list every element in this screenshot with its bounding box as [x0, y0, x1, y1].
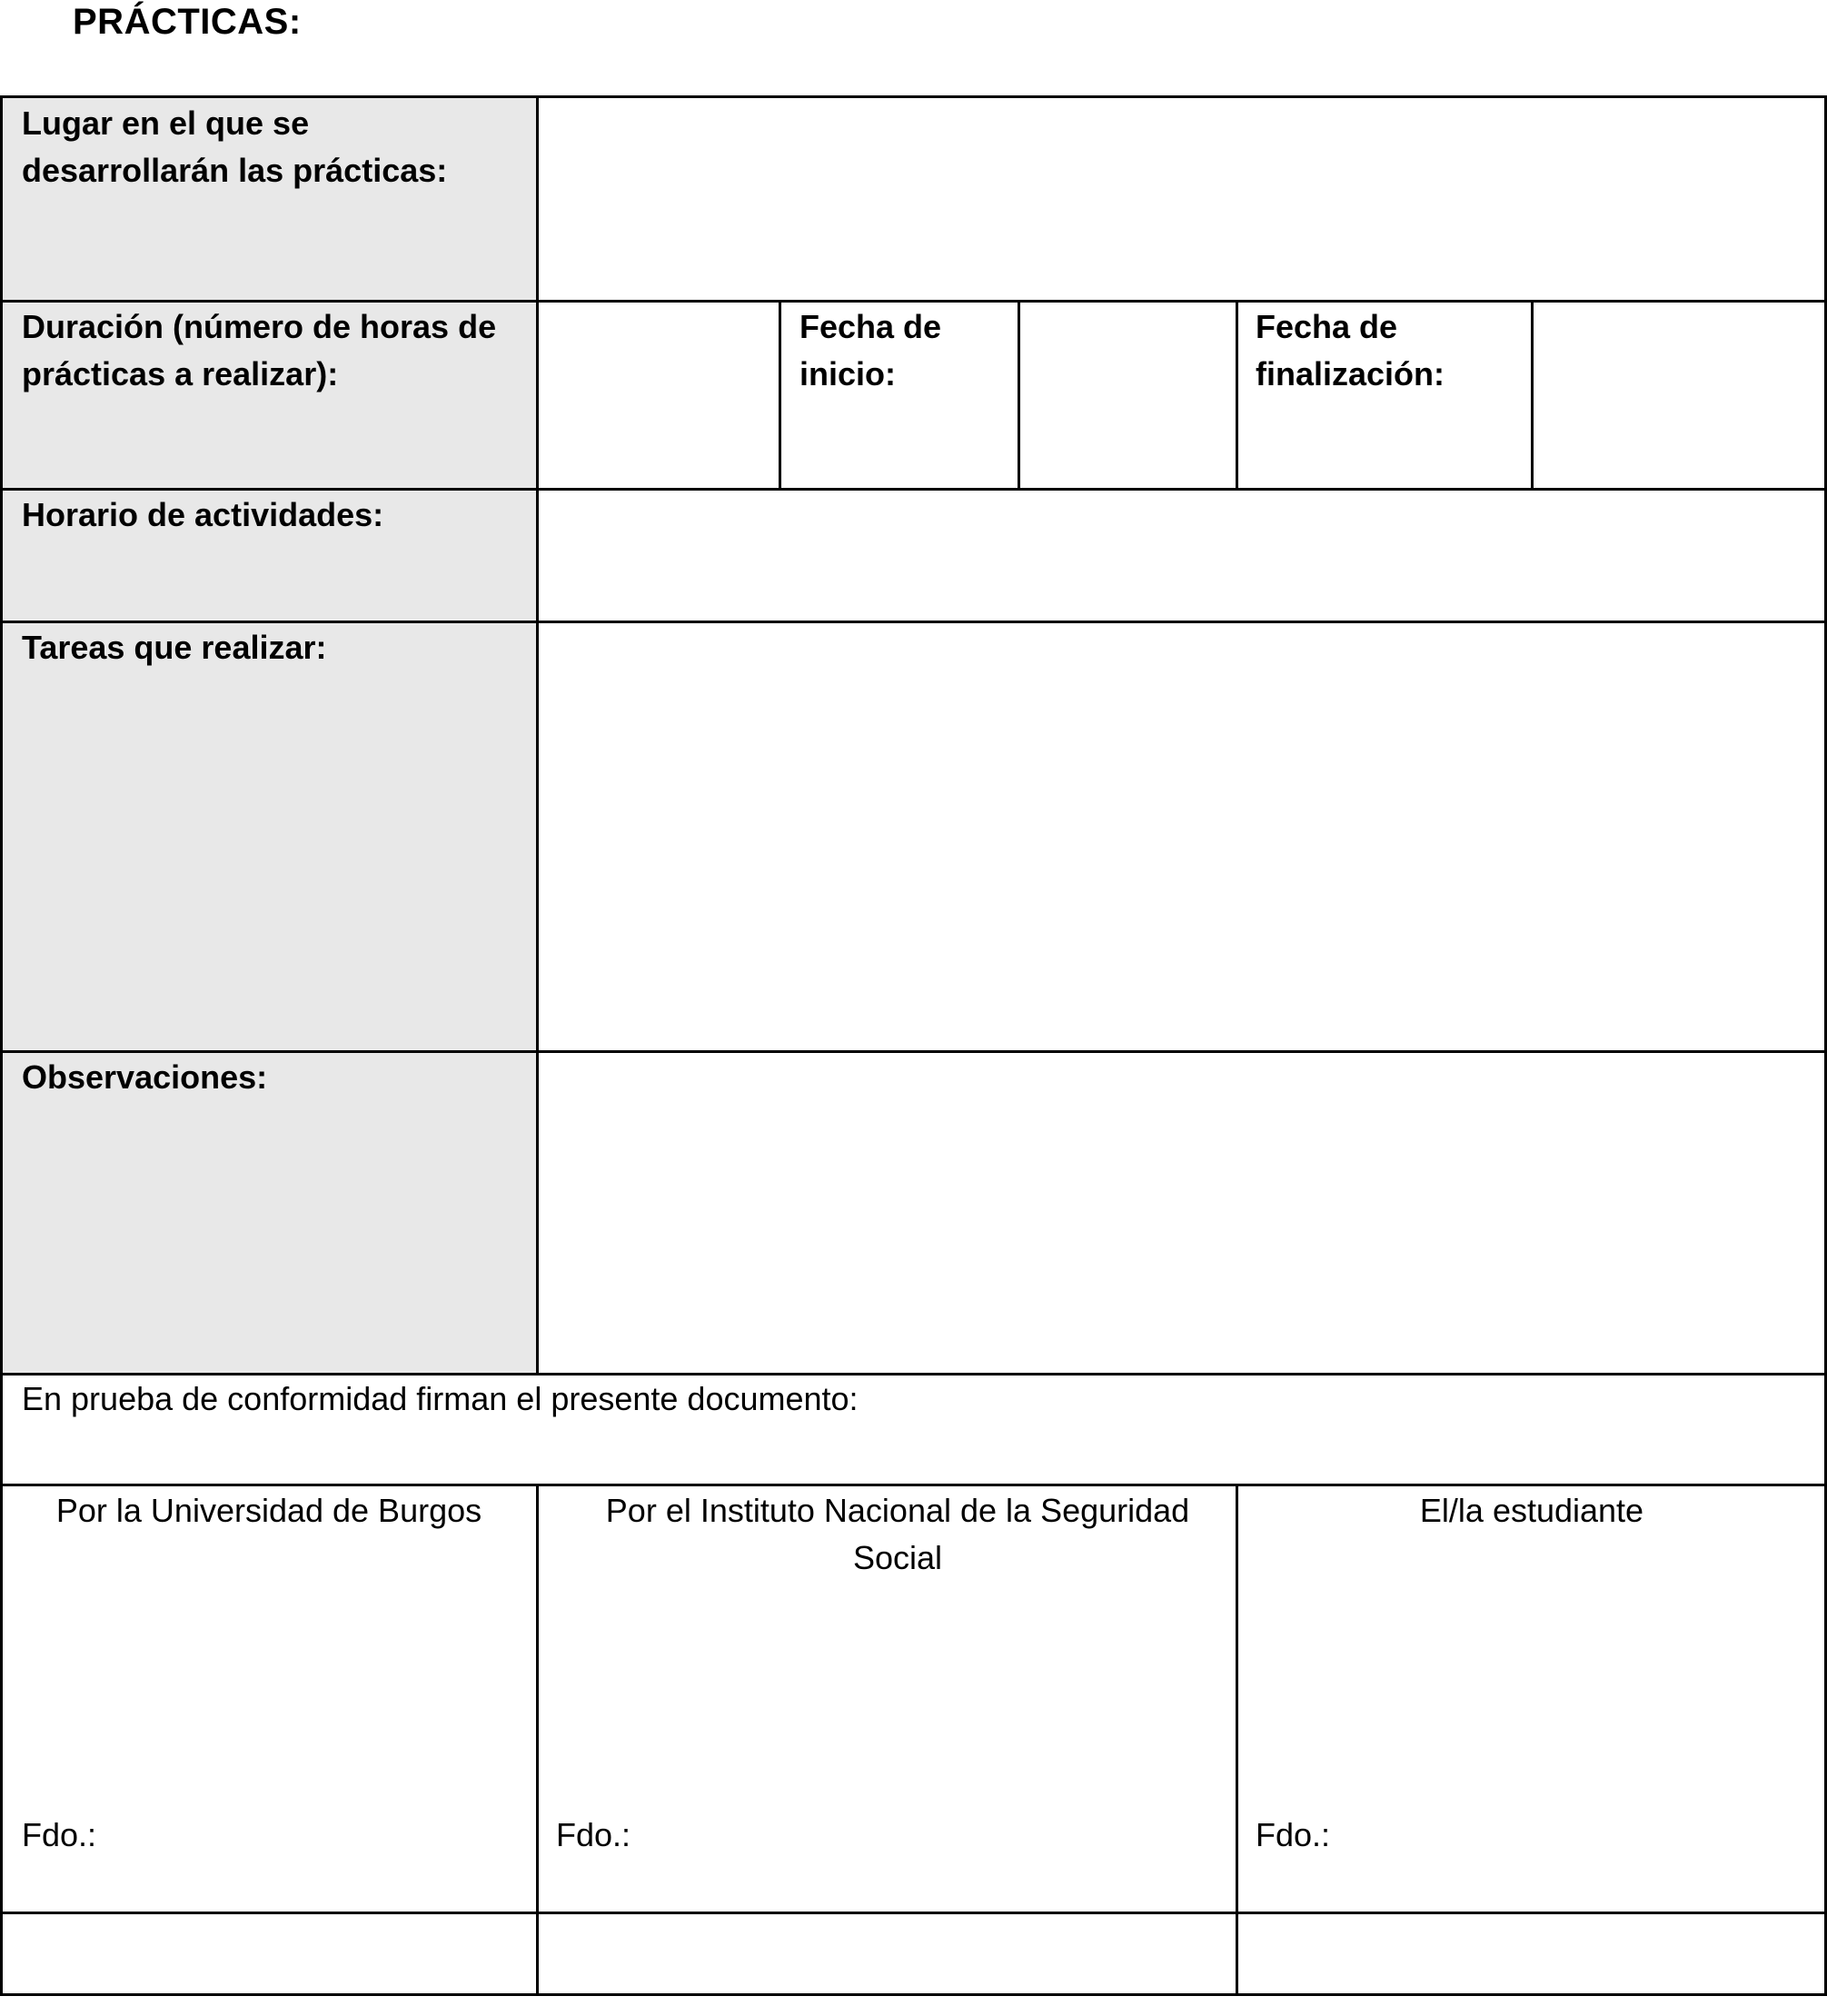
label-column-background [2, 98, 536, 1373]
column-divider [1018, 300, 1020, 491]
column-divider [1531, 300, 1534, 491]
universidad-fdo-label: Fdo.: [22, 1816, 97, 1853]
fecha-inicio-label: Fecha de inicio: [799, 308, 942, 392]
lugar-label: Lugar en el que se desarrollarán las prácticas: [22, 104, 448, 189]
conformidad-text: En prueba de conformidad firman el presente documento: [22, 1380, 859, 1417]
table-border-bottom [0, 1993, 1827, 1996]
section-title: PRÁCTICAS: [73, 2, 302, 42]
column-divider [779, 300, 781, 491]
row-divider [0, 300, 1827, 303]
row-divider [0, 488, 1827, 491]
observaciones-value-field[interactable] [539, 1053, 1825, 1373]
tareas-value-field[interactable] [539, 623, 1825, 1050]
duracion-value-field[interactable] [539, 303, 779, 488]
column-divider [1236, 300, 1238, 491]
fecha-fin-label: Fecha de finalización: [1256, 308, 1445, 392]
table-border-top [0, 95, 1827, 98]
tareas-label: Tareas que realizar: [22, 629, 327, 666]
row-divider [0, 1912, 1827, 1914]
instituto-fdo-label: Fdo.: [556, 1816, 631, 1853]
universidad-signer-label: Por la Universidad de Burgos [55, 1492, 482, 1529]
estudiante-bottom-field[interactable] [1238, 1914, 1825, 1993]
fecha-fin-value-field[interactable] [1534, 303, 1825, 488]
duracion-label: Duración (número de horas de prácticas a realizar): [22, 308, 497, 392]
table-border-left [0, 95, 3, 1996]
label-column-divider [536, 95, 539, 1375]
universidad-bottom-field[interactable] [2, 1914, 536, 1993]
horario-label: Horario de actividades: [22, 496, 384, 533]
row-divider [0, 1484, 1827, 1486]
row-divider [0, 621, 1827, 623]
horario-value-field[interactable] [539, 491, 1825, 621]
observaciones-label: Observaciones: [22, 1058, 268, 1096]
estudiante-signer-label: El/la estudiante [1419, 1492, 1644, 1529]
row-divider [0, 1050, 1827, 1053]
estudiante-fdo-label: Fdo.: [1256, 1816, 1331, 1853]
instituto-bottom-field[interactable] [539, 1914, 1236, 1993]
lugar-value-field[interactable] [539, 98, 1825, 300]
fecha-inicio-value-field[interactable] [1020, 303, 1235, 488]
instituto-signer-label: Por el Instituto Nacional de la Seguridad Social [605, 1492, 1190, 1576]
